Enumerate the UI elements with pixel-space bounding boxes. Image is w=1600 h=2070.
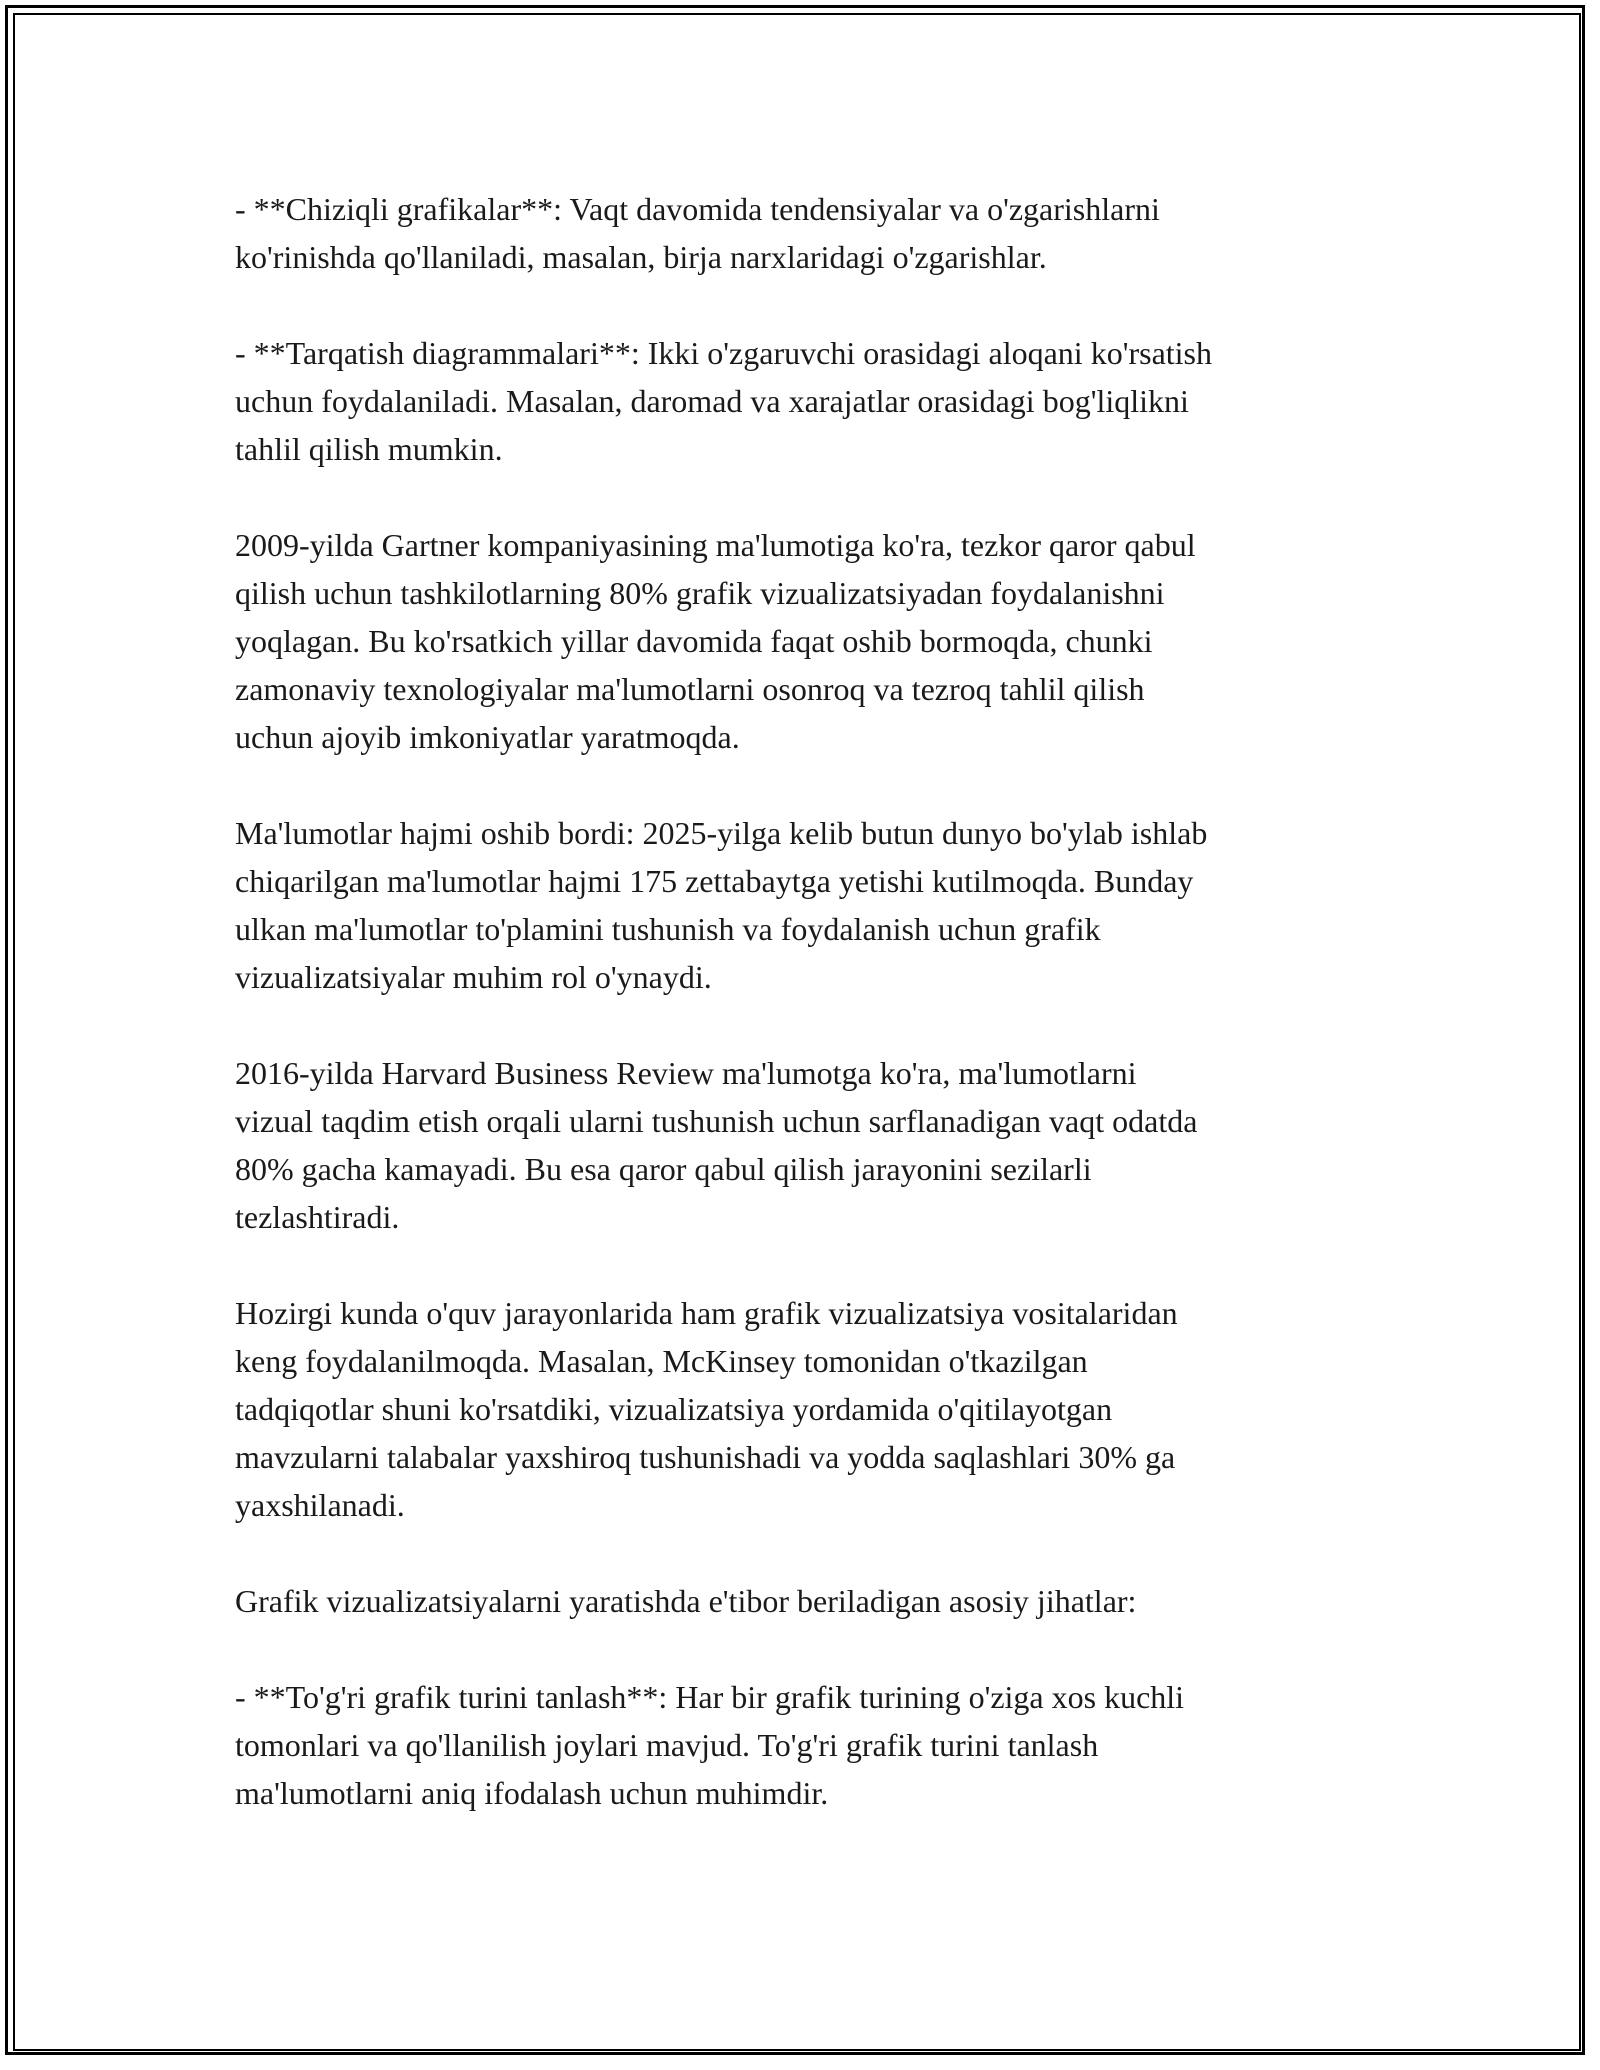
paragraph-gartner: 2009-yilda Gartner kompaniyasining ma'lumotiga ko'ra, tezkor qaror qabul qilish uchun tashkilotlarning 80% grafik vizualizatsiyadan foydalanishni yoqlagan. Bu ko'rsatkich yillar davomida faqat oshib bormoqda, chunki zamonaviy texnologiyalar ma'lumotlarni osonroq va tezroq tahlil qilish uchun ajoyib imkoniyatlar yaratmoqda. [235,527,1196,755]
paragraph-key-aspects: Grafik vizualizatsiyalarni yaratishda e'tibor beriladigan asosiy jihatlar: [235,1583,1137,1619]
paragraph-harvard: 2016-yilda Harvard Business Review ma'lumotga ko'ra, ma'lumotlarni vizual taqdim etish orqali ularni tushunish uchun sarflanadigan vaqt odatda 80% gacha kamayadi. Bu esa qaror qabul qilish jarayonini sezilarli tezlashtiradi. [235,1055,1198,1235]
paragraph-chart-type: - **To'g'ri grafik turini tanlash**: Har bir grafik turining o'ziga xos kuchli tomonlari va qo'llanilish joylari mavjud. To'g'ri grafik turini tanlash ma'lumotlarni aniq ifodalash uchun muhimdir. [235,1679,1185,1811]
paragraph-scatter-diagrams: - **Tarqatish diagrammalari**: Ikki o'zgaruvchi orasidagi aloqani ko'rsatish uchun foydalaniladi. Masalan, daromad va xarajatlar orasidagi bog'liqlikni tahlil qilish mumkin. [235,335,1212,467]
document-body [235,185,1385,1817]
paragraph-education: Hozirgi kunda o'quv jarayonlarida ham grafik vizualizatsiya vositalaridan keng foydalanilmoqda. Masalan, McKinsey tomonidan o'tkazilgan tadqiqotlar shuni ko'rsatdiki, vizualizatsiya yordamida o'qitilayotgan mavzularni talabalar yaxshiroq tushunishadi va yodda saqlashlari 30% ga yaxshilanadi. [235,1295,1178,1523]
paragraph-line-charts: - **Chiziqli grafikalar**: Vaqt davomida tendensiyalar va o'zgarishlarni ko'rinishda qo'llaniladi, masalan, birja narxlaridagi o'zgarishlar. [235,191,1160,275]
paragraph-data-volume: Ma'lumotlar hajmi oshib bordi: 2025-yilga kelib butun dunyo bo'ylab ishlab chiqarilgan ma'lumotlar hajmi 175 zettabaytga yetishi kutilmoqda. Bunday ulkan ma'lumotlar to'plamini tushunish va foydalanish uchun grafik vizualizatsiyalar muhim rol o'ynaydi. [235,815,1208,995]
